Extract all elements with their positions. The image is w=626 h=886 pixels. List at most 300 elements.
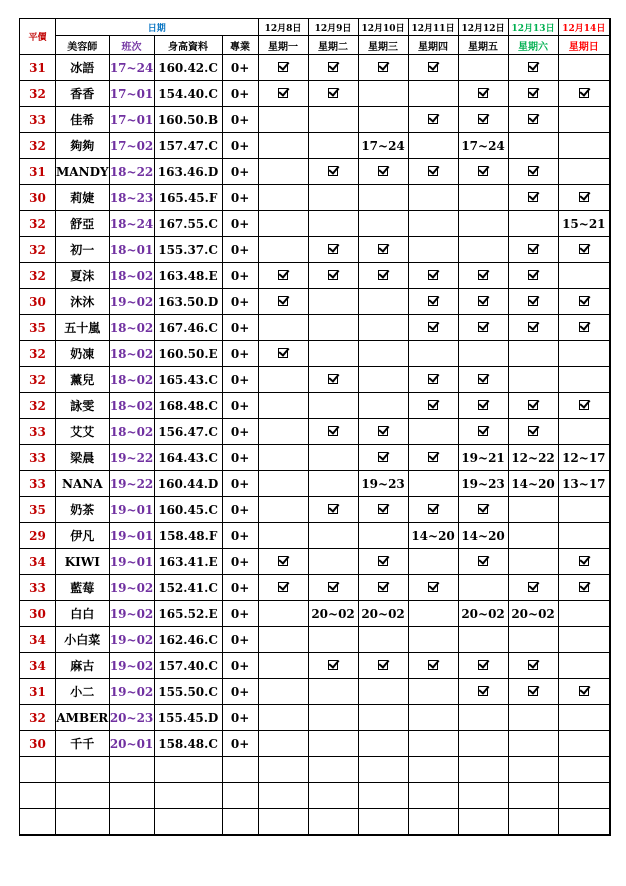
schedule-cell: [358, 159, 408, 185]
schedule-cell: [508, 653, 558, 679]
height-cell: 167.55.C: [154, 211, 222, 237]
schedule-cell: [408, 341, 458, 367]
weekday-header: 星期一: [258, 36, 308, 55]
schedule-cell: [558, 185, 610, 211]
pro-cell: 0+: [222, 367, 258, 393]
empty-cell: [109, 783, 154, 809]
schedule-cell: [408, 393, 458, 419]
schedule-cell: [258, 471, 308, 497]
schedule-cell: [408, 419, 458, 445]
checkbox-checked-icon: [328, 426, 338, 436]
table-row: [20, 107, 611, 133]
avg-score-cell: 32: [20, 393, 56, 419]
time-range-text: 20~02: [461, 606, 505, 621]
avg-score-cell: 32: [20, 211, 56, 237]
checkbox-checked-icon: [478, 296, 488, 306]
time-range-text: 20~02: [311, 606, 355, 621]
schedule-cell: [308, 367, 358, 393]
time-range-text: 13~17: [562, 476, 606, 491]
schedule-cell: [558, 497, 610, 523]
checkbox-checked-icon: [528, 114, 538, 124]
shift-cell: 18~24: [109, 211, 154, 237]
time-range-text: 14~20: [511, 476, 555, 491]
schedule-cell: [508, 627, 558, 653]
schedule-cell: [258, 705, 308, 731]
checkbox-checked-icon: [328, 166, 338, 176]
pro-cell: 0+: [222, 497, 258, 523]
empty-cell: [154, 757, 222, 783]
empty-cell: [308, 809, 358, 836]
shift-cell: 18~22: [109, 159, 154, 185]
schedule-cell: [258, 549, 308, 575]
schedule-cell: [458, 55, 508, 81]
pro-cell: 0+: [222, 731, 258, 757]
table-row: [20, 159, 611, 185]
schedule-cell: [508, 523, 558, 549]
height-cell: 160.44.D: [154, 471, 222, 497]
checkbox-checked-icon: [478, 504, 488, 514]
empty-cell: [408, 783, 458, 809]
shift-cell: 17~24: [109, 55, 154, 81]
table-row: [20, 55, 611, 81]
checkbox-checked-icon: [328, 374, 338, 384]
empty-cell: [258, 757, 308, 783]
schedule-cell: [408, 653, 458, 679]
checkbox-checked-icon: [579, 296, 589, 306]
schedule-cell: [408, 367, 458, 393]
date-header: 12月12日: [458, 19, 508, 36]
schedule-cell: [258, 393, 308, 419]
weekday-header: 星期五: [458, 36, 508, 55]
schedule-cell: [508, 471, 558, 497]
shift-cell: 19~02: [109, 601, 154, 627]
pro-cell: 0+: [222, 263, 258, 289]
pro-cell: 0+: [222, 445, 258, 471]
empty-cell: [308, 757, 358, 783]
stylist-name-cell: 佳希: [56, 107, 110, 133]
time-range-text: 20~02: [361, 606, 405, 621]
checkbox-checked-icon: [579, 192, 589, 202]
schedule-cell: [508, 601, 558, 627]
schedule-cell: [558, 575, 610, 601]
schedule-cell: [258, 315, 308, 341]
time-range-text: 14~20: [461, 528, 505, 543]
height-cell: 163.48.E: [154, 263, 222, 289]
empty-cell: [408, 757, 458, 783]
avg-score-cell: 35: [20, 497, 56, 523]
schedule-cell: [358, 133, 408, 159]
checkbox-checked-icon: [378, 582, 388, 592]
schedule-cell: [258, 497, 308, 523]
table-row: [20, 81, 611, 107]
schedule-cell: [458, 523, 508, 549]
empty-cell: [558, 757, 610, 783]
checkbox-checked-icon: [528, 582, 538, 592]
empty-cell: [109, 809, 154, 836]
table-row: [20, 237, 611, 263]
schedule-cell: [558, 445, 610, 471]
checkbox-checked-icon: [579, 322, 589, 332]
schedule-cell: [408, 575, 458, 601]
schedule-cell: [558, 133, 610, 159]
schedule-cell: [258, 159, 308, 185]
pro-cell: 0+: [222, 55, 258, 81]
empty-cell: [508, 757, 558, 783]
table-row: [20, 601, 611, 627]
schedule-cell: [408, 731, 458, 757]
schedule-cell: [358, 367, 408, 393]
schedule-cell: [258, 107, 308, 133]
stylist-name-cell: 夏沫: [56, 263, 110, 289]
checkbox-checked-icon: [428, 400, 438, 410]
table-row: [20, 705, 611, 731]
stylist-name-cell: 伊凡: [56, 523, 110, 549]
shift-cell: 18~01: [109, 237, 154, 263]
schedule-cell: [458, 549, 508, 575]
schedule-cell: [558, 107, 610, 133]
stylist-name-cell: 莉婕: [56, 185, 110, 211]
schedule-cell: [408, 263, 458, 289]
pro-cell: 0+: [222, 289, 258, 315]
schedule-cell: [308, 471, 358, 497]
schedule-cell: [308, 211, 358, 237]
schedule-cell: [408, 497, 458, 523]
time-range-text: 14~20: [411, 528, 455, 543]
shift-cell: 18~02: [109, 419, 154, 445]
schedule-cell: [508, 367, 558, 393]
pro-cell: 0+: [222, 393, 258, 419]
avg-score-cell: 33: [20, 419, 56, 445]
empty-cell: [56, 809, 110, 836]
checkbox-checked-icon: [328, 88, 338, 98]
height-cell: 163.41.E: [154, 549, 222, 575]
schedule-cell: [358, 601, 408, 627]
schedule-cell: [408, 185, 458, 211]
empty-cell: [358, 757, 408, 783]
table-row: [20, 419, 611, 445]
schedule-cell: [508, 445, 558, 471]
stylist-name-cell: 冰語: [56, 55, 110, 81]
pro-cell: 0+: [222, 341, 258, 367]
stylist-name-cell: MANDY: [56, 159, 110, 185]
schedule-cell: [458, 107, 508, 133]
table-row: [20, 523, 611, 549]
checkbox-checked-icon: [528, 244, 538, 254]
schedule-cell: [308, 705, 358, 731]
schedule-cell: [358, 445, 408, 471]
checkbox-checked-icon: [328, 270, 338, 280]
stylist-name-cell: 舒亞: [56, 211, 110, 237]
pro-column-header: 專業: [222, 36, 258, 55]
table-row: [20, 211, 611, 237]
empty-cell: [458, 783, 508, 809]
checkbox-checked-icon: [478, 426, 488, 436]
checkbox-checked-icon: [528, 88, 538, 98]
checkbox-checked-icon: [328, 62, 338, 72]
schedule-cell: [558, 471, 610, 497]
table-row: [20, 575, 611, 601]
avg-score-cell: 33: [20, 575, 56, 601]
schedule-cell: [408, 237, 458, 263]
shift-cell: 18~02: [109, 341, 154, 367]
schedule-cell: [308, 523, 358, 549]
checkbox-checked-icon: [478, 374, 488, 384]
schedule-cell: [558, 419, 610, 445]
checkbox-checked-icon: [428, 322, 438, 332]
date-group-header: 日期: [56, 19, 259, 36]
schedule-cell: [358, 549, 408, 575]
schedule-cell: [508, 237, 558, 263]
height-cell: 156.47.C: [154, 419, 222, 445]
schedule-cell: [458, 653, 508, 679]
checkbox-checked-icon: [528, 270, 538, 280]
pro-cell: 0+: [222, 211, 258, 237]
schedule-cell: [358, 497, 408, 523]
schedule-cell: [358, 55, 408, 81]
checkbox-checked-icon: [528, 296, 538, 306]
schedule-cell: [508, 289, 558, 315]
table-row: [20, 627, 611, 653]
checkbox-checked-icon: [278, 62, 288, 72]
shift-column-header: 班次: [109, 36, 154, 55]
checkbox-checked-icon: [278, 348, 288, 358]
table-row: [20, 263, 611, 289]
schedule-cell: [458, 315, 508, 341]
empty-row: [20, 757, 611, 783]
shift-cell: 19~01: [109, 549, 154, 575]
schedule-cell: [408, 289, 458, 315]
table-row: [20, 471, 611, 497]
avg-score-cell: 32: [20, 263, 56, 289]
checkbox-checked-icon: [579, 582, 589, 592]
shift-cell: 18~02: [109, 393, 154, 419]
schedule-cell: [358, 211, 408, 237]
avg-score-cell: 32: [20, 237, 56, 263]
schedule-cell: [358, 471, 408, 497]
stylist-name-cell: 夠夠: [56, 133, 110, 159]
checkbox-checked-icon: [528, 62, 538, 72]
schedule-cell: [258, 627, 308, 653]
schedule-cell: [358, 81, 408, 107]
avg-score-header: 平價: [20, 19, 56, 55]
empty-row: [20, 809, 611, 836]
schedule-cell: [558, 289, 610, 315]
height-cell: 164.43.C: [154, 445, 222, 471]
schedule-cell: [258, 55, 308, 81]
schedule-cell: [258, 263, 308, 289]
checkbox-checked-icon: [428, 296, 438, 306]
header-row-columns: [20, 36, 611, 55]
stylist-name-cell: 麻古: [56, 653, 110, 679]
schedule-cell: [458, 133, 508, 159]
schedule-cell: [558, 731, 610, 757]
table-row: [20, 497, 611, 523]
height-cell: 165.43.C: [154, 367, 222, 393]
table-row: [20, 393, 611, 419]
empty-cell: [258, 809, 308, 836]
time-range-text: 17~24: [361, 138, 405, 153]
date-header: 12月9日: [308, 19, 358, 36]
shift-cell: 17~02: [109, 133, 154, 159]
stylist-name-cell: AMBER: [56, 705, 110, 731]
checkbox-checked-icon: [428, 374, 438, 384]
schedule-cell: [408, 315, 458, 341]
schedule-cell: [358, 523, 408, 549]
schedule-cell: [308, 731, 358, 757]
pro-cell: 0+: [222, 185, 258, 211]
height-cell: 158.48.C: [154, 731, 222, 757]
avg-score-cell: 32: [20, 341, 56, 367]
empty-cell: [558, 783, 610, 809]
weekday-header: 星期三: [358, 36, 408, 55]
schedule-cell: [558, 549, 610, 575]
pro-cell: 0+: [222, 159, 258, 185]
weekday-header: 星期四: [408, 36, 458, 55]
stylist-name-cell: 詠雯: [56, 393, 110, 419]
schedule-cell: [258, 289, 308, 315]
checkbox-checked-icon: [278, 88, 288, 98]
checkbox-checked-icon: [478, 400, 488, 410]
schedule-table: [19, 18, 611, 836]
time-range-text: 19~21: [461, 450, 505, 465]
table-row: [20, 445, 611, 471]
schedule-cell: [458, 679, 508, 705]
empty-cell: [458, 809, 508, 836]
pro-cell: 0+: [222, 107, 258, 133]
stylist-name-cell: 初一: [56, 237, 110, 263]
checkbox-checked-icon: [328, 660, 338, 670]
schedule-cell: [308, 601, 358, 627]
schedule-cell: [258, 211, 308, 237]
schedule-cell: [408, 445, 458, 471]
shift-cell: 19~02: [109, 679, 154, 705]
checkbox-checked-icon: [579, 556, 589, 566]
height-cell: 160.50.E: [154, 341, 222, 367]
pro-cell: 0+: [222, 237, 258, 263]
table-row: [20, 133, 611, 159]
schedule-cell: [258, 445, 308, 471]
height-column-header: 身高資料: [154, 36, 222, 55]
checkbox-checked-icon: [428, 166, 438, 176]
checkbox-checked-icon: [378, 504, 388, 514]
schedule-cell: [308, 315, 358, 341]
pro-cell: 0+: [222, 133, 258, 159]
height-cell: 157.40.C: [154, 653, 222, 679]
checkbox-checked-icon: [478, 556, 488, 566]
checkbox-checked-icon: [528, 192, 538, 202]
schedule-cell: [458, 471, 508, 497]
empty-cell: [20, 809, 56, 836]
schedule-cell: [308, 289, 358, 315]
date-header: 12月10日: [358, 19, 408, 36]
schedule-cell: [258, 237, 308, 263]
schedule-cell: [558, 81, 610, 107]
schedule-cell: [458, 237, 508, 263]
schedule-cell: [558, 55, 610, 81]
empty-cell: [222, 783, 258, 809]
empty-cell: [308, 783, 358, 809]
table-row: [20, 341, 611, 367]
height-cell: 160.50.B: [154, 107, 222, 133]
empty-cell: [508, 809, 558, 836]
schedule-cell: [558, 263, 610, 289]
shift-cell: 18~02: [109, 315, 154, 341]
schedule-cell: [258, 523, 308, 549]
avg-score-cell: 33: [20, 107, 56, 133]
avg-score-cell: 33: [20, 471, 56, 497]
pro-cell: 0+: [222, 627, 258, 653]
stylist-name-cell: 小白菜: [56, 627, 110, 653]
schedule-cell: [358, 107, 408, 133]
schedule-cell: [308, 445, 358, 471]
stylist-name-cell: 奶凍: [56, 341, 110, 367]
schedule-cell: [258, 341, 308, 367]
schedule-cell: [458, 445, 508, 471]
checkbox-checked-icon: [378, 166, 388, 176]
shift-cell: 20~01: [109, 731, 154, 757]
empty-cell: [56, 757, 110, 783]
date-header: 12月8日: [258, 19, 308, 36]
schedule-cell: [508, 81, 558, 107]
avg-score-cell: 33: [20, 445, 56, 471]
checkbox-checked-icon: [378, 556, 388, 566]
schedule-cell: [458, 211, 508, 237]
stylist-name-cell: NANA: [56, 471, 110, 497]
checkbox-checked-icon: [328, 582, 338, 592]
empty-cell: [222, 757, 258, 783]
schedule-cell: [558, 341, 610, 367]
checkbox-checked-icon: [378, 426, 388, 436]
table-row: [20, 289, 611, 315]
time-range-text: 15~21: [562, 216, 606, 231]
height-cell: 163.50.D: [154, 289, 222, 315]
height-cell: 155.50.C: [154, 679, 222, 705]
schedule-cell: [458, 731, 508, 757]
schedule-cell: [358, 289, 408, 315]
height-cell: 168.48.C: [154, 393, 222, 419]
schedule-cell: [308, 627, 358, 653]
shift-cell: 18~02: [109, 263, 154, 289]
schedule-cell: [458, 81, 508, 107]
checkbox-checked-icon: [428, 62, 438, 72]
pro-cell: 0+: [222, 705, 258, 731]
schedule-cell: [258, 679, 308, 705]
schedule-cell: [258, 185, 308, 211]
stylist-name-cell: 梁晨: [56, 445, 110, 471]
date-header-saturday: 12月13日: [508, 19, 558, 36]
stylist-name-cell: 白白: [56, 601, 110, 627]
avg-score-cell: 31: [20, 159, 56, 185]
checkbox-checked-icon: [378, 62, 388, 72]
schedule-cell: [508, 393, 558, 419]
checkbox-checked-icon: [528, 400, 538, 410]
schedule-cell: [258, 731, 308, 757]
checkbox-checked-icon: [478, 114, 488, 124]
schedule-cell: [558, 627, 610, 653]
schedule-cell: [558, 237, 610, 263]
avg-score-cell: 34: [20, 627, 56, 653]
checkbox-checked-icon: [478, 166, 488, 176]
checkbox-checked-icon: [428, 114, 438, 124]
schedule-cell: [308, 419, 358, 445]
height-cell: 154.40.C: [154, 81, 222, 107]
empty-cell: [508, 783, 558, 809]
checkbox-checked-icon: [278, 296, 288, 306]
schedule-cell: [258, 81, 308, 107]
schedule-cell: [558, 393, 610, 419]
checkbox-checked-icon: [478, 270, 488, 280]
pro-cell: 0+: [222, 601, 258, 627]
